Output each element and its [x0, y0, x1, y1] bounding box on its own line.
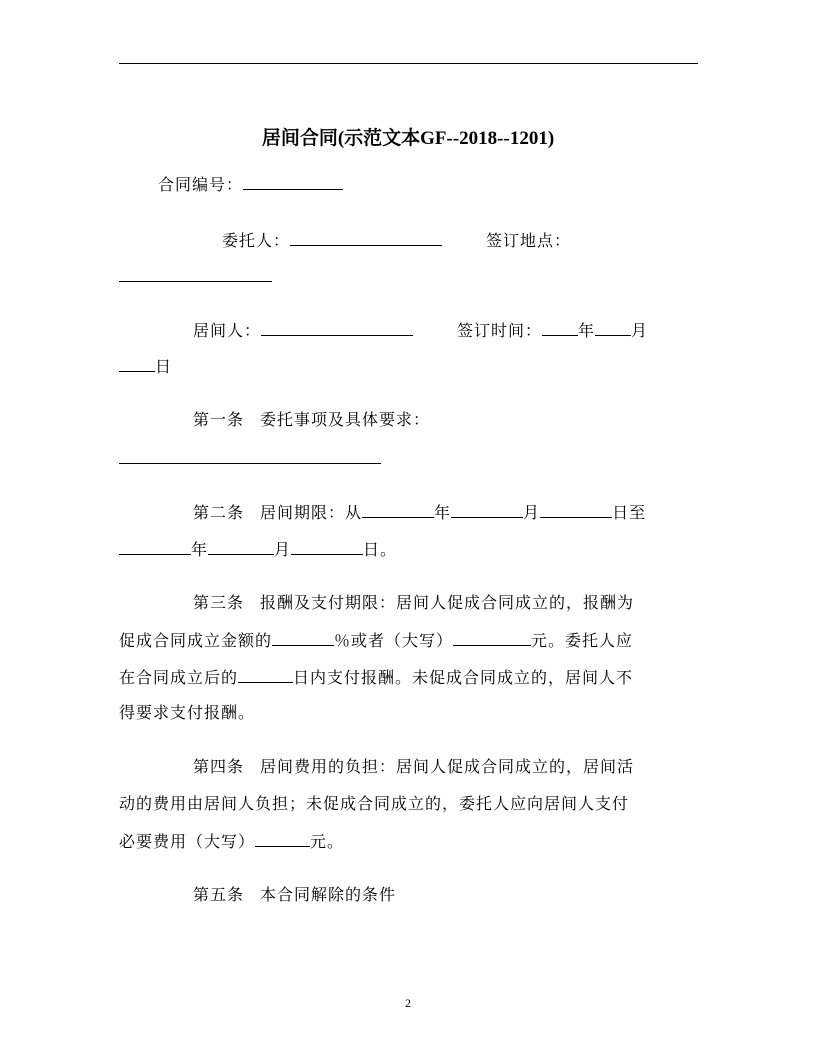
article-3-line-4: [119, 702, 255, 724]
client-label: 委托人：: [222, 231, 291, 250]
sign-time-label: 签订时间：: [457, 321, 543, 340]
article-2-from-year-unit: 年: [434, 503, 452, 522]
article-1-blank-line: [119, 446, 381, 470]
sign-day-unit: 日: [155, 357, 173, 376]
article-4-line-3-a: 必要费用（大写）: [119, 832, 256, 851]
article-3-line-4-text: 得要求支付报酬。: [119, 703, 256, 722]
article-4-line-1: 居间费用的负担：居间人促成合同成立的，居间活: [260, 757, 635, 776]
header-rule: [119, 63, 698, 64]
contract-no-blank: [243, 172, 343, 190]
sign-month-unit: 月: [631, 321, 649, 340]
article-4-line-2-text: 动的费用由居间人负担；未促成合同成立的，委托人应向居间人支付: [119, 794, 630, 813]
article-2: [193, 500, 646, 524]
article-3-line-2-c: 元。委托人应: [531, 631, 634, 650]
article-5-heading: 第五条: [193, 885, 245, 904]
article-3-line-3: [119, 665, 633, 689]
article-1-blank: [119, 446, 381, 464]
sign-place-label: 签订地点：: [486, 231, 572, 250]
sign-year-blank: [542, 318, 578, 336]
sign-day-line: [119, 354, 172, 378]
article-3-line-3-a: 在合同成立后的: [119, 668, 239, 687]
article-3-line-2: [119, 628, 633, 652]
article-4-line-2: [119, 793, 629, 815]
contract-no-line: [158, 172, 343, 196]
broker-line: [193, 318, 648, 342]
client-blank: [290, 228, 442, 246]
article-4: [193, 756, 634, 778]
article-2-to-year-unit: 年: [191, 540, 209, 559]
article-2-text: 居间期限：从: [260, 503, 363, 522]
client-line: [222, 228, 571, 252]
article-2-to-label: 日至: [612, 503, 647, 522]
article-3-amount-blank: [453, 628, 531, 646]
article-2-from-month-unit: 月: [523, 503, 541, 522]
sign-place-line: [119, 264, 272, 288]
page-number: 2: [405, 996, 411, 1010]
sign-place-blank: [119, 264, 272, 282]
article-2-to-year-blank: [119, 537, 191, 555]
article-3-heading: 第三条: [193, 593, 245, 612]
article-2-line-2: [119, 537, 397, 561]
article-2-to-month-unit: 月: [274, 540, 292, 559]
article-4-line-3-b: 元。: [310, 832, 345, 851]
sign-month-blank: [595, 318, 631, 336]
article-3-line-1: 报酬及支付期限：居间人促成合同成立的，报酬为: [260, 593, 635, 612]
article-1: [193, 409, 430, 431]
contract-no-label: 合同编号：: [158, 175, 244, 194]
article-2-heading: 第二条: [193, 503, 245, 522]
article-1-text: 委托事项及具体要求：: [260, 410, 431, 429]
article-3-percent-blank: [272, 628, 334, 646]
article-5: [193, 884, 396, 906]
sign-year-unit: 年: [578, 321, 596, 340]
article-2-from-year-blank: [362, 500, 434, 518]
article-3-days-blank: [238, 665, 293, 683]
article-4-heading: 第四条: [193, 757, 245, 776]
document-title: 居间合同(示范文本GF--2018--1201): [261, 128, 555, 149]
article-1-heading: 第一条: [193, 410, 245, 429]
article-2-from-day-blank: [540, 500, 612, 518]
broker-label: 居间人：: [193, 321, 262, 340]
article-2-end: 日。: [363, 540, 398, 559]
article-4-amount-blank: [255, 829, 310, 847]
article-5-text: 本合同解除的条件: [260, 885, 397, 904]
article-4-line-3: [119, 829, 344, 853]
article-3-line-2-b: ％或者（大写）: [334, 631, 454, 650]
article-2-to-day-blank: [291, 537, 363, 555]
article-2-to-month-blank: [208, 537, 274, 555]
article-3: [193, 592, 634, 614]
article-2-from-month-blank: [451, 500, 523, 518]
article-3-line-2-a: 促成合同成立金额的: [119, 631, 273, 650]
broker-blank: [261, 318, 413, 336]
article-3-line-3-b: 日内支付报酬。未促成合同成立的，居间人不: [293, 668, 634, 687]
sign-day-blank: [119, 354, 155, 372]
